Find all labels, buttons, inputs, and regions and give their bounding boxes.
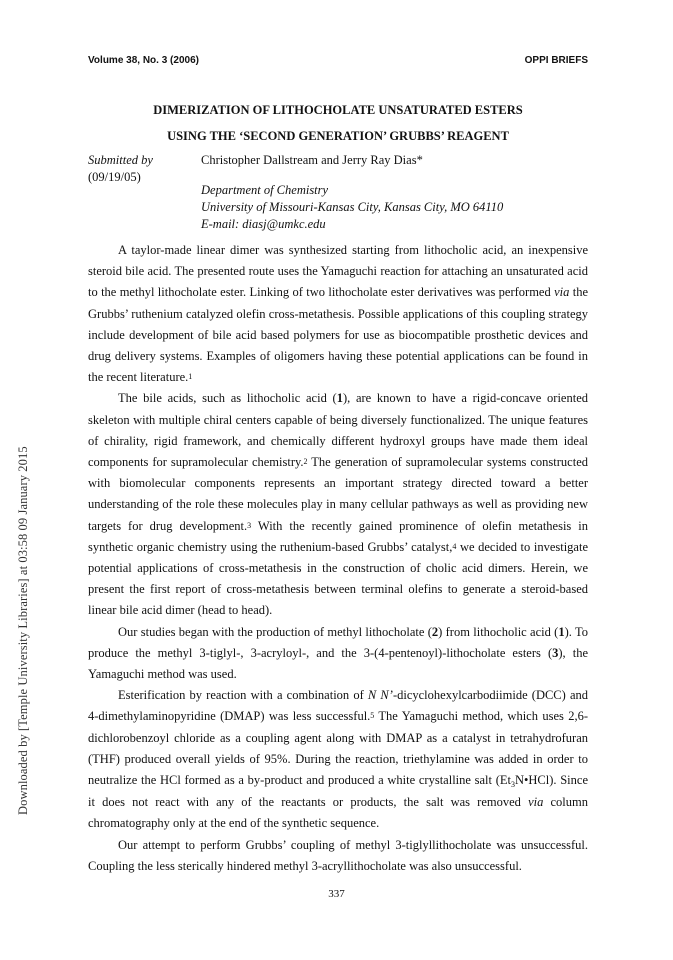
title-line-2: USING THE ‘SECOND GENERATION’ GRUBBS’ REAGENT: [167, 129, 509, 143]
paragraph-1: A taylor-made linear dimer was synthesized starting from lithocholic acid, an inexpensive steroid bile acid. The presented route uses the Yamaguchi reaction for attaching an unsaturated acid to the methyl lithocholate ester. Linking of two lithocholate ester derivatives was performed via the Grubbs’ ruthenium catalyzed olefin cross-metathesis. Possible applications of this coupling strategy include development of bile acid based polymers for use as biocompatible prosthetic devices and drug delivery systems. Examples of oligomers having these potential applications can be found in the recent literature.$^1$: [88, 243, 589, 385]
submitted-label: Submitted by: [88, 153, 153, 167]
department: Department of Chemistry: [201, 183, 329, 197]
page-number: 337: [328, 888, 345, 900]
reference-3: 3: [247, 520, 252, 530]
paragraph-3: Our studies began with the production of methyl lithocholate (2) from lithocholic acid (1). To produce the methyl 3-tiglyl-, 3-acryloyl-, and the 3-(4-pentenoyl)-lithocholate esters (3), the Yamaguchi method was used.: [88, 624, 588, 682]
affiliation: [201, 182, 503, 233]
reference-2: 2: [303, 457, 308, 467]
author-names: Christopher Dallstream and Jerry Ray Dias*: [201, 153, 423, 167]
reference-4: 4: [452, 541, 457, 551]
volume-info: Volume 38, No. 3 (2006): [88, 55, 199, 66]
paragraph-2: The bile acids, such as lithocholic acid (1), are known to have a rigid-concave oriented skeleton with multiple chiral centers capable of being diversely functionalized. The unique features of chirality, rigid framework, and chemically different hydroxyl groups have made them ideal components for supramolecular chemistry.$^2$ The generation of supramolecular systems constructed with biomolecular components represents an important strategy directed toward a better understanding of the role these molecules play in many cellular pathways as well as providing new targets for drug development.$^3$ With the recently gained prominence of olefin metathesis in synthetic organic chemistry using the ruthenium-based Grubbs’ catalyst,$^4$ we decided to investigate potential applications of cross-metathesis in the construction of cholic acid dimers. Herein, we present the first report of cross-metathesis between terminal olefins to generate a steroid-based linear bile acid dimer (head to head).: [88, 391, 588, 618]
article-title: [88, 97, 588, 149]
paragraph-5: Our attempt to perform Grubbs’ coupling of methyl 3-tiglyllithocholate was unsuccessful. Coupling the less sterically hindered methyl 3-acryllithocholate was also unsuccessful.: [88, 837, 588, 873]
email: E-mail: diasj@umkc.edu: [201, 217, 326, 231]
paragraph-4: Esterification by reaction with a combination of N N’-dicyclohexylcarbodiimide (DCC) and 4-dimethylaminopyridine (DMAP) was less successful.$^5$ The Yamaguchi method, which uses 2,6-dichlorobenzoyl chloride as a coupling agent along with DMAP as a catalyst in tetrahydrofuran (THF) produced overall yields of 95%. During the reaction, triethylamine was added in order to neutralize the HCl formed as a by-product and produced a white crystalline salt $(Et_3N•HCl)$. Since it does not react with any of the reactants or products, the salt was removed via column chromatography only at the end of the synthetic sequence.: [88, 688, 589, 831]
university: University of Missouri-Kansas City, Kansas City, MO 64110: [201, 200, 504, 214]
title-line-1: DIMERIZATION OF LITHOCHOLATE UNSATURATED ESTERS: [153, 103, 523, 117]
section-name: OPPI BRIEFS: [524, 55, 588, 66]
reference-5: 5: [370, 711, 375, 721]
submission-date: (09/19/05): [88, 170, 141, 184]
download-watermark: Downloaded by [Temple University Libraries] at 03:58 09 January 2015: [16, 446, 30, 815]
article-body: [88, 240, 588, 877]
reference-1: 1: [188, 372, 193, 382]
